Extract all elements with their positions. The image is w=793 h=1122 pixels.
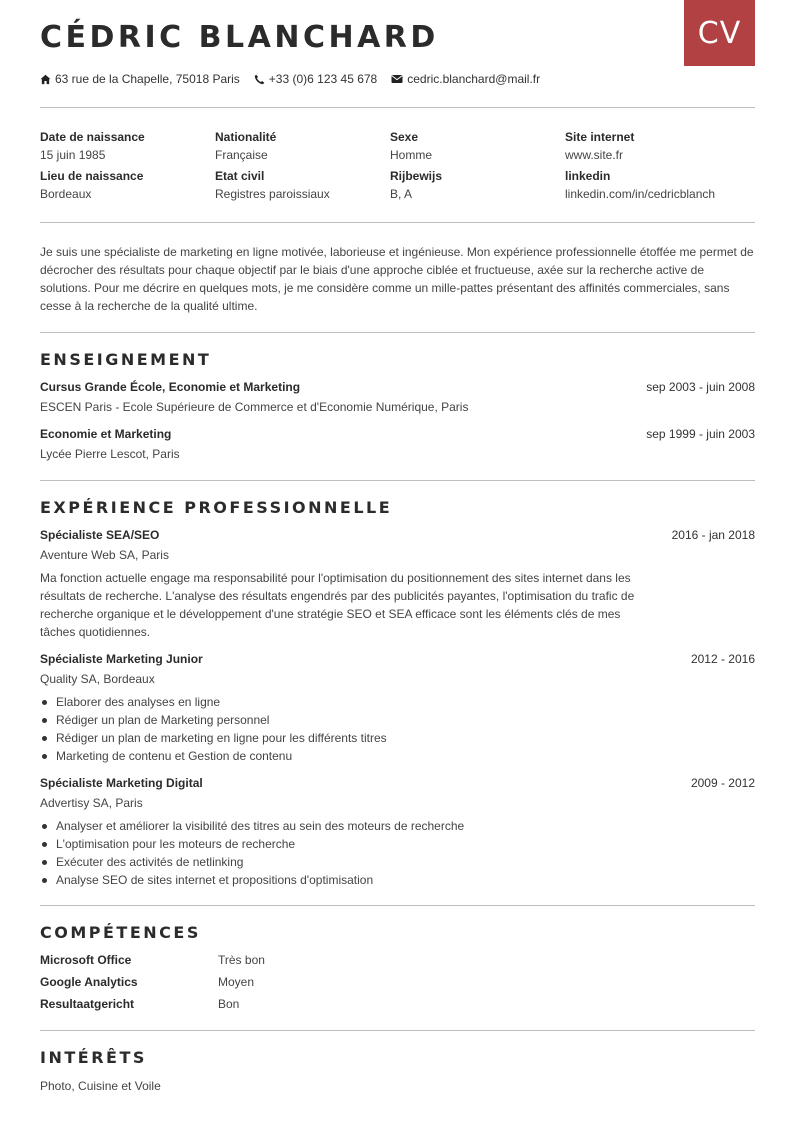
info-label: linkedin — [565, 169, 611, 183]
skill-level: Moyen — [218, 975, 255, 989]
job-title: Spécialiste Marketing Digital — [40, 776, 203, 790]
home-icon — [40, 74, 51, 85]
address-text: 63 rue de la Chapelle, 75018 Paris — [55, 72, 240, 86]
info-label: Sexe — [390, 130, 419, 144]
section-title-education: ENSEIGNEMENT — [40, 350, 212, 369]
section-title-experience: EXPÉRIENCE PROFESSIONNELLE — [40, 498, 393, 517]
education-school: Lycée Pierre Lescot, Paris — [40, 447, 180, 461]
email-text[interactable]: cedric.blanchard@mail.fr — [407, 72, 541, 86]
job-tasks-list — [40, 817, 464, 889]
skill-name: Microsoft Office — [40, 953, 132, 967]
divider — [40, 905, 755, 906]
address-item — [40, 72, 240, 86]
job-company: Advertisy SA, Paris — [40, 796, 143, 810]
info-website — [565, 129, 634, 163]
info-label: Nationalité — [215, 130, 277, 144]
education-title: Economie et Marketing — [40, 427, 172, 441]
job-tasks-list — [40, 693, 387, 765]
info-value: Homme — [390, 148, 433, 162]
job-company: Quality SA, Bordeaux — [40, 672, 155, 686]
job-company: Aventure Web SA, Paris — [40, 548, 169, 562]
info-value[interactable]: www.site.fr — [565, 148, 624, 162]
section-title-interests: INTÉRÊTS — [40, 1048, 147, 1067]
job-title: Spécialiste Marketing Junior — [40, 652, 203, 666]
list-item: Rédiger un plan de Marketing personnel — [40, 711, 387, 729]
info-label: Lieu de naissance — [40, 169, 144, 183]
info-driving-license — [390, 168, 442, 202]
candidate-name: CÉDRIC BLANCHARD — [40, 20, 439, 55]
job-title: Spécialiste SEA/SEO — [40, 528, 160, 542]
section-title-skills: COMPÉTENCES — [40, 923, 201, 942]
phone-icon — [254, 74, 265, 85]
info-civil-status — [215, 168, 330, 202]
info-birthdate — [40, 129, 145, 163]
phone-text: +33 (0)6 123 45 678 — [268, 72, 378, 86]
info-nationality — [215, 129, 276, 163]
info-value[interactable]: linkedin.com/in/cedricblanch — [565, 187, 716, 201]
list-item: Marketing de contenu et Gestion de contenu — [40, 747, 387, 765]
skill-name: Google Analytics — [40, 975, 138, 989]
interests-text: Photo, Cuisine et Voile — [40, 1079, 161, 1093]
envelope-icon — [391, 74, 403, 84]
info-value: Française — [215, 148, 268, 162]
info-gender — [390, 129, 432, 163]
divider — [40, 107, 755, 108]
email-item[interactable] — [391, 72, 540, 86]
info-label: Rijbewijs — [390, 169, 443, 183]
cv-badge: CV — [684, 0, 755, 66]
profile-summary: Je suis une spécialiste de marketing en ligne motivée, laborieuse et ingénieuse. Mon expérience professionnelle étoffée me permet de décrocher des résultats pour chaque objectif par le biais d'une approche ciblée et fructueuse, axée sur la recherche active de solutions. Pour me décrire en quelques mots, je me considère comme un mille-pattes présentant des affinités commerciales, sans cesse à la recherche de la qualité ultime. — [40, 245, 754, 313]
job-date: 2012 - 2016 — [690, 652, 755, 666]
list-item: Exécuter des activités de netlinking — [40, 853, 464, 871]
info-value: Registres paroissiaux — [215, 187, 330, 201]
list-item: L'optimisation pour les moteurs de recherche — [40, 835, 464, 853]
list-item: Rédiger un plan de marketing en ligne pour les différents titres — [40, 729, 387, 747]
phone-item — [254, 72, 377, 86]
info-birthplace — [40, 168, 143, 202]
skill-level: Bon — [218, 997, 240, 1011]
divider — [40, 480, 755, 481]
list-item: Elaborer des analyses en ligne — [40, 693, 387, 711]
divider — [40, 1030, 755, 1031]
job-date: 2009 - 2012 — [690, 776, 755, 790]
list-item: Analyse SEO de sites internet et propositions d'optimisation — [40, 871, 464, 889]
job-description: Ma fonction actuelle engage ma responsabilité pour l'optimisation du positionnement des sites internet dans les résultats de recherche. L'analyse des résultats engendrés par des publicités payantes, l'optimisation du trafic de recherche organique et le développement d'une stratégie SEO et SEA efficace sont les éléments clés de mes tâches quotidiennes. — [40, 571, 635, 639]
info-label: Date de naissance — [40, 130, 145, 144]
info-value: 15 juin 1985 — [40, 148, 106, 162]
info-label: Etat civil — [215, 169, 265, 183]
education-school: ESCEN Paris - Ecole Supérieure de Commerce et d'Economie Numérique, Paris — [40, 400, 469, 414]
education-title: Cursus Grande École, Economie et Marketing — [40, 380, 301, 394]
contact-line — [40, 72, 554, 86]
info-label: Site internet — [565, 130, 635, 144]
info-value: B, A — [390, 187, 413, 201]
divider — [40, 332, 755, 333]
education-date: sep 1999 - juin 2003 — [646, 427, 755, 441]
list-item: Analyser et améliorer la visibilité des titres au sein des moteurs de recherche — [40, 817, 464, 835]
divider — [40, 222, 755, 223]
skill-level: Très bon — [218, 953, 265, 967]
job-date: 2016 - jan 2018 — [671, 528, 755, 542]
skill-name: Resultaatgericht — [40, 997, 135, 1011]
education-date: sep 2003 - juin 2008 — [646, 380, 755, 394]
info-linkedin — [565, 168, 715, 202]
info-value: Bordeaux — [40, 187, 92, 201]
